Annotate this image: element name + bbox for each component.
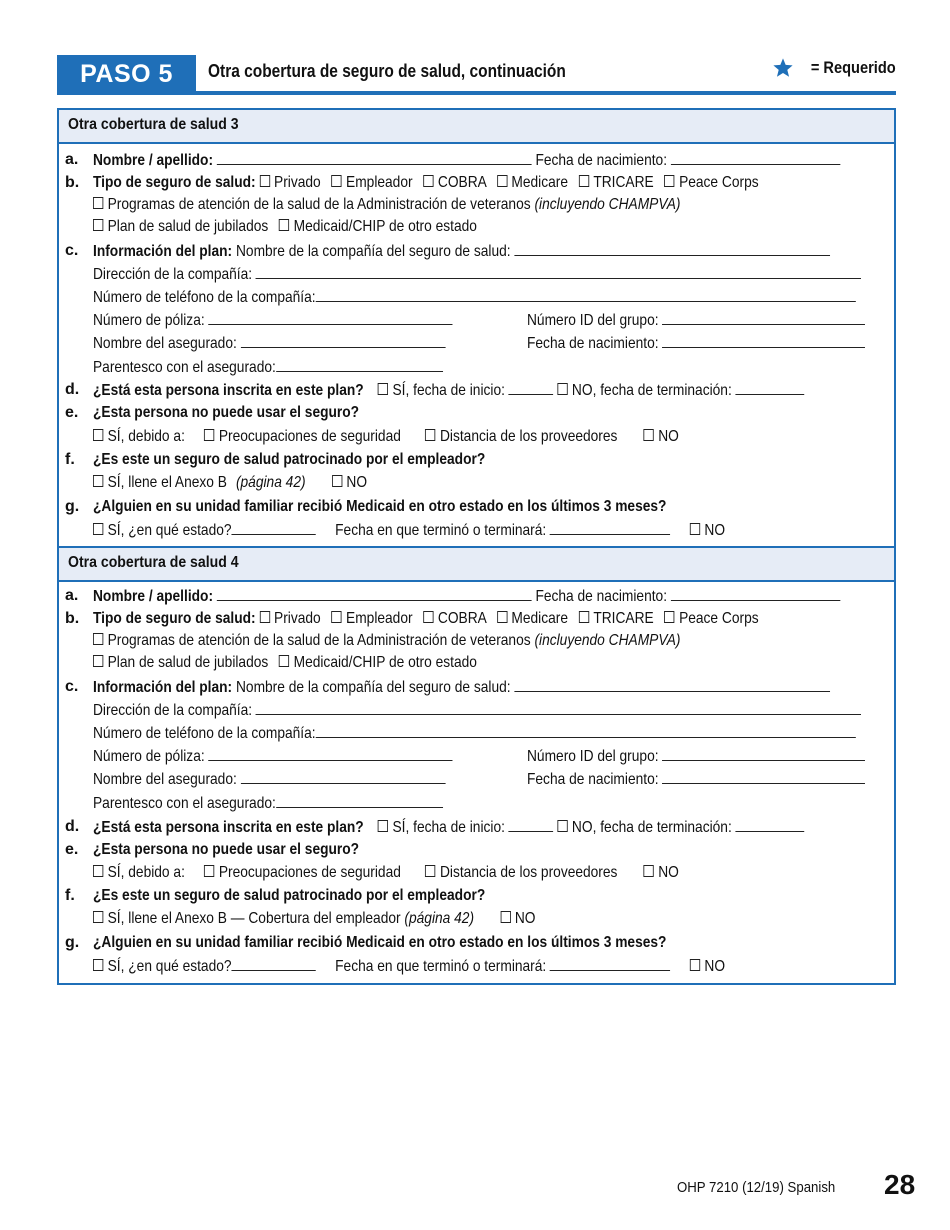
company-field[interactable] [514,676,830,692]
page-header [57,55,896,93]
insurance-type-label: Tipo de seguro de salud: [93,174,256,191]
page-reference: (página 42) [404,910,475,927]
policy-field[interactable] [208,309,452,325]
option-label: Plan de salud de jubilados [107,654,269,671]
checkbox-peace-corps[interactable] [664,175,674,187]
phone-field[interactable] [316,286,856,302]
item-letter: d. [65,818,80,835]
item-letter: g. [65,498,80,515]
option-label: Privado [274,610,321,627]
required-legend-text: = Requerido [811,58,896,77]
cannot-use-label: ¿Esta persona no puede usar el seguro? [93,841,360,858]
checkbox-employer-no[interactable] [500,911,510,923]
coverage-form [57,108,896,985]
insured-field[interactable] [241,332,446,348]
address-label: Dirección de la compañía: [93,702,253,719]
insured-label: Nombre del asegurado: [93,335,237,352]
checkbox-veterans[interactable] [93,197,103,209]
checkbox-enrolled-yes[interactable] [378,820,388,832]
item-letter: b. [65,174,80,191]
start-date-field[interactable] [509,816,554,832]
section-title: Otra cobertura de salud 3 [68,116,239,133]
checkbox-medicare[interactable] [497,611,507,623]
checkbox-other-state-no[interactable] [690,523,700,535]
dob-field[interactable] [671,585,840,601]
option-label: Medicare [511,174,569,191]
checkbox-employer[interactable] [331,611,341,623]
form-code: OHP 7210 (12/19) Spanish [677,1179,836,1196]
item-letter: a. [65,587,79,604]
option-label: NO [704,522,726,539]
checkbox-cobra[interactable] [423,175,433,187]
option-label: Privado [274,174,321,191]
checkbox-employer-yes[interactable] [93,475,103,487]
page-reference: (página 42) [235,474,306,491]
item-letter: d. [65,381,80,398]
policy-label: Número de póliza: [93,312,205,329]
end-date-label: Fecha en que terminó o terminará: [335,522,547,539]
checkbox-enrolled-no[interactable] [557,820,567,832]
option-label: Medicaid/CHIP de otro estado [293,218,477,235]
option-label: NO [658,864,679,881]
name-label: Nombre / apellido: [93,588,214,605]
option-note: (incluyendo CHAMPVA) [534,632,681,649]
option-label: Medicaid/CHIP de otro estado [293,654,477,671]
option-label: SÍ, debido a: [107,864,185,881]
checkbox-cannot-use-no[interactable] [644,865,654,877]
required-legend [772,57,896,79]
checkbox-tricare[interactable] [579,611,589,623]
checkbox-cannot-use-no[interactable] [644,429,654,441]
medicaid-other-state-label: ¿Alguien en su unidad familiar recibió Medicaid en otro estado en los últimos 3 meses? [93,934,667,951]
option-label: TRICARE [593,174,654,191]
checkbox-medicaid-other-state[interactable] [279,655,289,667]
address-field[interactable] [256,263,861,279]
dob-field[interactable] [671,149,840,165]
option-label: NO [346,474,368,491]
checkbox-employer-yes[interactable] [93,911,103,923]
start-date-field[interactable] [509,379,554,395]
section-title: Otra cobertura de salud 4 [68,554,239,571]
checkbox-medicaid-other-state[interactable] [279,219,289,231]
phone-label: Número de teléfono de la compañía: [93,725,316,742]
checkbox-tricare[interactable] [579,175,589,187]
checkbox-enrolled-yes[interactable] [378,383,388,395]
phone-field[interactable] [316,722,856,738]
relation-field[interactable] [276,792,443,808]
step-badge: PASO 5 [57,55,196,91]
state-field[interactable] [232,955,316,971]
name-label: Nombre / apellido: [93,152,214,169]
checkbox-retiree-plan[interactable] [93,219,103,231]
end-date-label: Fecha en que terminó o terminará: [335,958,547,975]
option-label: NO [704,958,726,975]
option-label: Empleador [346,610,413,627]
option-label: NO, fecha de terminación: [571,382,732,399]
page-number: 28 [884,1169,916,1200]
option-label: Empleador [346,174,413,191]
dob-label: Fecha de nacimiento: [535,588,668,605]
checkbox-peace-corps[interactable] [664,611,674,623]
star-icon [772,57,794,79]
company-label: Nombre de la compañía del seguro de salud: [235,243,511,260]
item-letter: b. [65,610,80,627]
checkbox-veterans[interactable] [93,633,103,645]
enrolled-label: ¿Está esta persona inscrita en este plan? [93,819,364,836]
option-label: Programas de atención de la salud de la Administración de veteranos [107,196,531,213]
checkbox-other-state-yes[interactable] [93,959,103,971]
checkbox-private[interactable] [259,611,269,623]
group-id-label: Número ID del grupo: [527,312,659,329]
address-field[interactable] [256,699,861,715]
option-label: COBRA [437,174,487,191]
insured-dob-label: Fecha de nacimiento: [527,771,659,788]
checkbox-retiree-plan[interactable] [93,655,103,667]
option-label: SÍ, fecha de inicio: [392,819,505,836]
checkbox-private[interactable] [259,175,269,187]
end-date-field[interactable] [736,816,805,832]
company-label: Nombre de la compañía del seguro de salud: [235,679,511,696]
group-id-field[interactable] [662,745,865,761]
group-id-label: Número ID del grupo: [527,748,659,765]
option-label: SÍ, llene el Anexo B [107,910,227,927]
item-letter: c. [65,678,79,695]
checkbox-other-state-no[interactable] [690,959,700,971]
end-date-field[interactable] [736,379,805,395]
group-id-field[interactable] [662,309,865,325]
employer-coverage-note: — Cobertura del empleador [230,910,401,927]
option-label: NO [514,910,536,927]
option-label: SÍ, debido a: [107,428,185,445]
checkbox-employer[interactable] [331,175,341,187]
section-heading-4 [59,546,894,582]
checkbox-other-state-yes[interactable] [93,523,103,535]
option-label: Preocupaciones de seguridad [218,428,401,445]
employer-sponsored-label: ¿Es este un seguro de salud patrocinado por el empleador? [93,887,486,904]
item-letter: e. [65,404,79,421]
option-label: Medicare [511,610,569,627]
option-label: SÍ, llene el Anexo B [107,474,227,491]
checkbox-employer-no[interactable] [332,475,342,487]
option-label: SÍ, fecha de inicio: [392,382,505,399]
option-label: Distancia de los proveedores [439,428,618,445]
checkbox-safety[interactable] [204,429,214,441]
item-letter: e. [65,841,79,858]
name-field[interactable] [217,149,532,165]
state-field[interactable] [232,519,316,535]
employer-sponsored-label: ¿Es este un seguro de salud patrocinado por el empleador? [93,451,486,468]
item-letter: g. [65,934,80,951]
checkbox-distance[interactable] [425,865,435,877]
option-label: Peace Corps [679,610,759,627]
option-note: (incluyendo CHAMPVA) [534,196,681,213]
option-label: SÍ, ¿en qué estado? [107,958,232,975]
option-label: Preocupaciones de seguridad [218,864,401,881]
option-label: Plan de salud de jubilados [107,218,269,235]
checkbox-enrolled-no[interactable] [557,383,567,395]
insured-dob-field[interactable] [662,768,865,784]
dob-label: Fecha de nacimiento: [535,152,668,169]
checkbox-distance[interactable] [425,429,435,441]
relation-label: Parentesco con el asegurado: [93,359,276,376]
option-label: COBRA [437,610,487,627]
enrolled-label: ¿Está esta persona inscrita en este plan? [93,382,364,399]
medicaid-other-state-label: ¿Alguien en su unidad familiar recibió Medicaid en otro estado en los últimos 3 meses? [93,498,667,515]
insured-label: Nombre del asegurado: [93,771,237,788]
checkbox-medicare[interactable] [497,175,507,187]
checkbox-safety[interactable] [204,865,214,877]
option-label: SÍ, ¿en qué estado? [107,522,232,539]
address-label: Dirección de la compañía: [93,266,253,283]
cannot-use-label: ¿Esta persona no puede usar el seguro? [93,404,360,421]
terminated-date-field[interactable] [550,955,670,971]
phone-label: Número de teléfono de la compañía: [93,289,316,306]
plan-info-label: Información del plan: [93,243,233,260]
insurance-type-label: Tipo de seguro de salud: [93,610,256,627]
option-label: TRICARE [593,610,654,627]
header-rule [57,91,896,95]
plan-info-label: Información del plan: [93,679,233,696]
insured-field[interactable] [241,768,446,784]
checkbox-cobra[interactable] [423,611,433,623]
policy-label: Número de póliza: [93,748,205,765]
item-letter: f. [65,451,75,468]
checkbox-cannot-use-yes[interactable] [93,429,103,441]
option-label: Distancia de los proveedores [439,864,618,881]
item-letter: a. [65,151,79,168]
name-field[interactable] [217,585,532,601]
page-title: Otra cobertura de seguro de salud, continuación [208,61,566,81]
policy-field[interactable] [208,745,452,761]
option-label: Programas de atención de la salud de la Administración de veteranos [107,632,531,649]
option-label: NO, fecha de terminación: [571,819,732,836]
company-field[interactable] [514,240,830,256]
checkbox-cannot-use-yes[interactable] [93,865,103,877]
insured-dob-field[interactable] [662,332,865,348]
option-label: NO [658,428,679,445]
terminated-date-field[interactable] [550,519,670,535]
insured-dob-label: Fecha de nacimiento: [527,335,659,352]
section-heading-3 [59,110,894,144]
option-label: Peace Corps [679,174,759,191]
item-letter: c. [65,242,79,259]
relation-label: Parentesco con el asegurado: [93,795,276,812]
item-letter: f. [65,887,75,904]
relation-field[interactable] [276,356,443,372]
